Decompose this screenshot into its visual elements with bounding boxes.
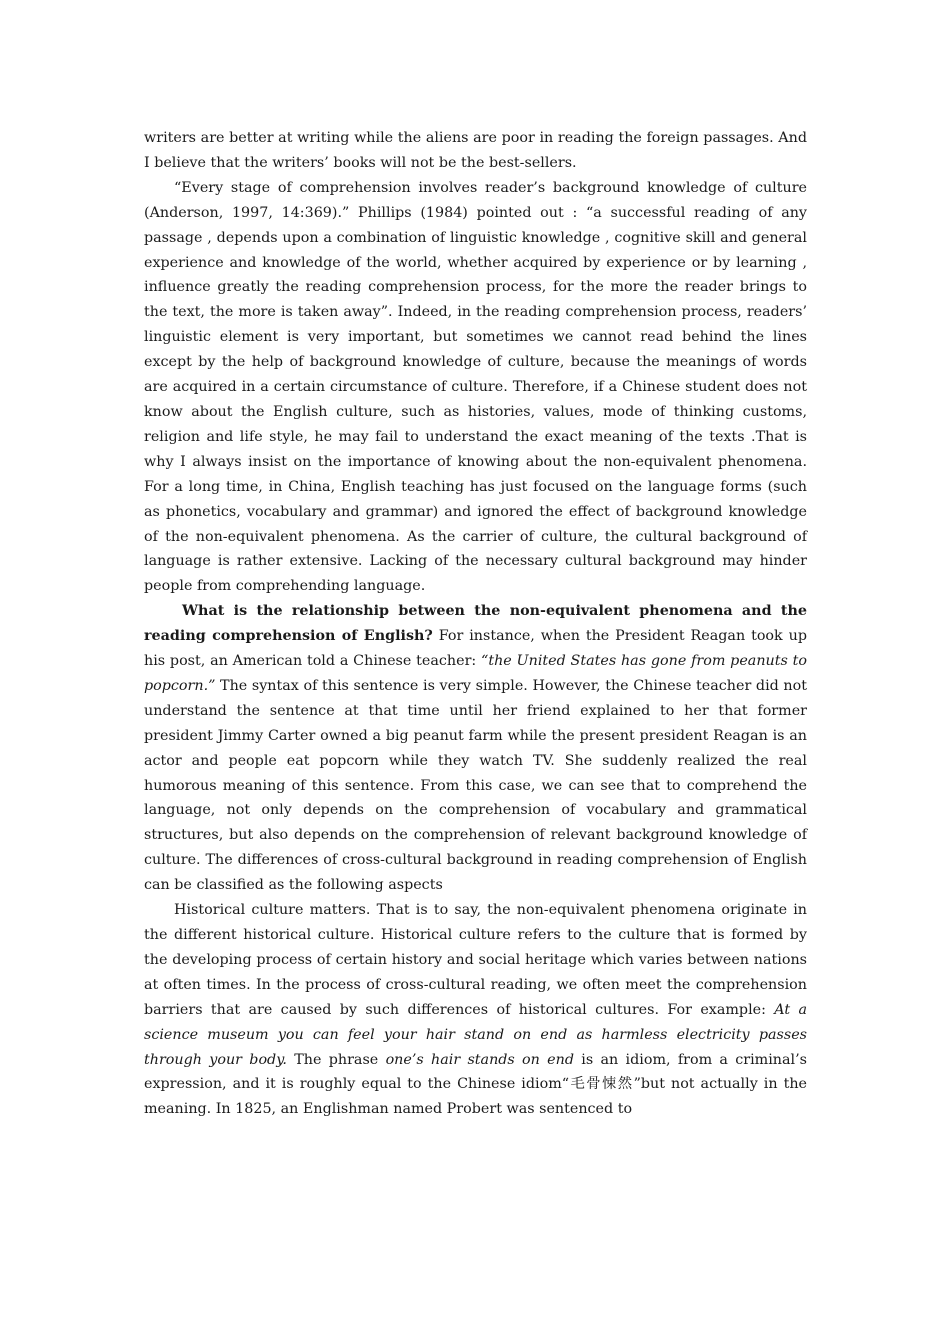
paragraph-relationship [144,599,807,898]
paragraph-text: Historical culture matters. That is to say, the non-equivalent phenomena originate in the different historical culture. Historical culture refers to the culture that is formed by the developing process of certain history and social heritage which varies between nations at often times. In the process of cross-cultural reading, we often meet the comprehension barriers that are caused by such differences of historical cultures. For example: [144,902,807,1018]
paragraph-text: “Every stage of comprehension involves reader’s background knowledge of culture (Anderson, 1997, 14:369).” Phillips (1984) pointed out : “a successful reading of any passage , depends upon a combination of linguistic knowledge , cognitive skill and general experience and knowledge of the world, whether acquired by experience or by learning , influence greatly the reading comprehension process, for the more the reader brings to the text, the more is taken away”. Indeed, in the reading comprehension process, readers’ linguistic element is very important, but sometimes we cannot read behind the lines except by the help of background knowledge of culture, because the meanings of words are acquired in a certain circumstance of culture. Therefore, if a Chinese student does not know about the English culture, such as histories, values, mode of thinking customs, religion and life style, he may fail to understand the exact meaning of the texts .That is why I always insist on the importance of knowing about the non-equivalent phenomena. For a long time, in China, English teaching has just focused on the language forms (such as phonetics, vocabulary and grammar) and ignored the effect of background knowledge of the non-equivalent phenomena. As the carrier of culture, the cultural background of language is rather extensive. Lacking of the necessary cultural background may hinder people from comprehending language. [144,179,807,595]
example-sentence: At a science museum you can feel your hair stand on end as harmless electricity passes through your body. [144,1001,808,1068]
paragraph-background-knowledge [144,176,807,599]
paragraph-text: For instance, when the President Reagan took up his post, an American told a Chinese teacher: [144,628,808,670]
paragraph-text: The phrase [286,1051,386,1068]
quoted-example: “the United States has gone from peanuts to popcorn.” [144,653,807,694]
paragraph-text: is an idiom, from a criminal’s expression, and it is roughly equal to the Chinese idiom“毛骨悚然”but not actually in the meaning. In 1825, an Englishman named Probert was sentenced to [144,1051,807,1118]
paragraph-text: The syntax of this sentence is very simple. However, the Chinese teacher did not understand the sentence at that time until her friend explained to her that former president Jimmy Carter owned a big peanut farm while the present president Reagan is an actor and people eat popcorn while they watch TV. She suddenly realized the real humorous meaning of this sentence. From this case, we can see that to comprehend the language, not only depends on the comprehension of vocabulary and grammatical structures, but also depends on the comprehension of relevant background knowledge of culture. The differences of cross-cultural background in reading comprehension of English can be classified as the following aspects [144,677,807,894]
paragraph-historical-culture [144,898,807,1122]
paragraph-text: writers are better at writing while the aliens are poor in reading the foreign passages. And I believe that the writers’ books will not be the best-sellers. [144,130,807,171]
paragraph-continuation [144,126,807,176]
idiom-phrase: one’s hair stands on end [385,1051,574,1068]
question-heading: What is the relationship between the non-equivalent phenomena and the reading comprehension of English? [144,603,807,645]
body-text [144,126,807,1122]
